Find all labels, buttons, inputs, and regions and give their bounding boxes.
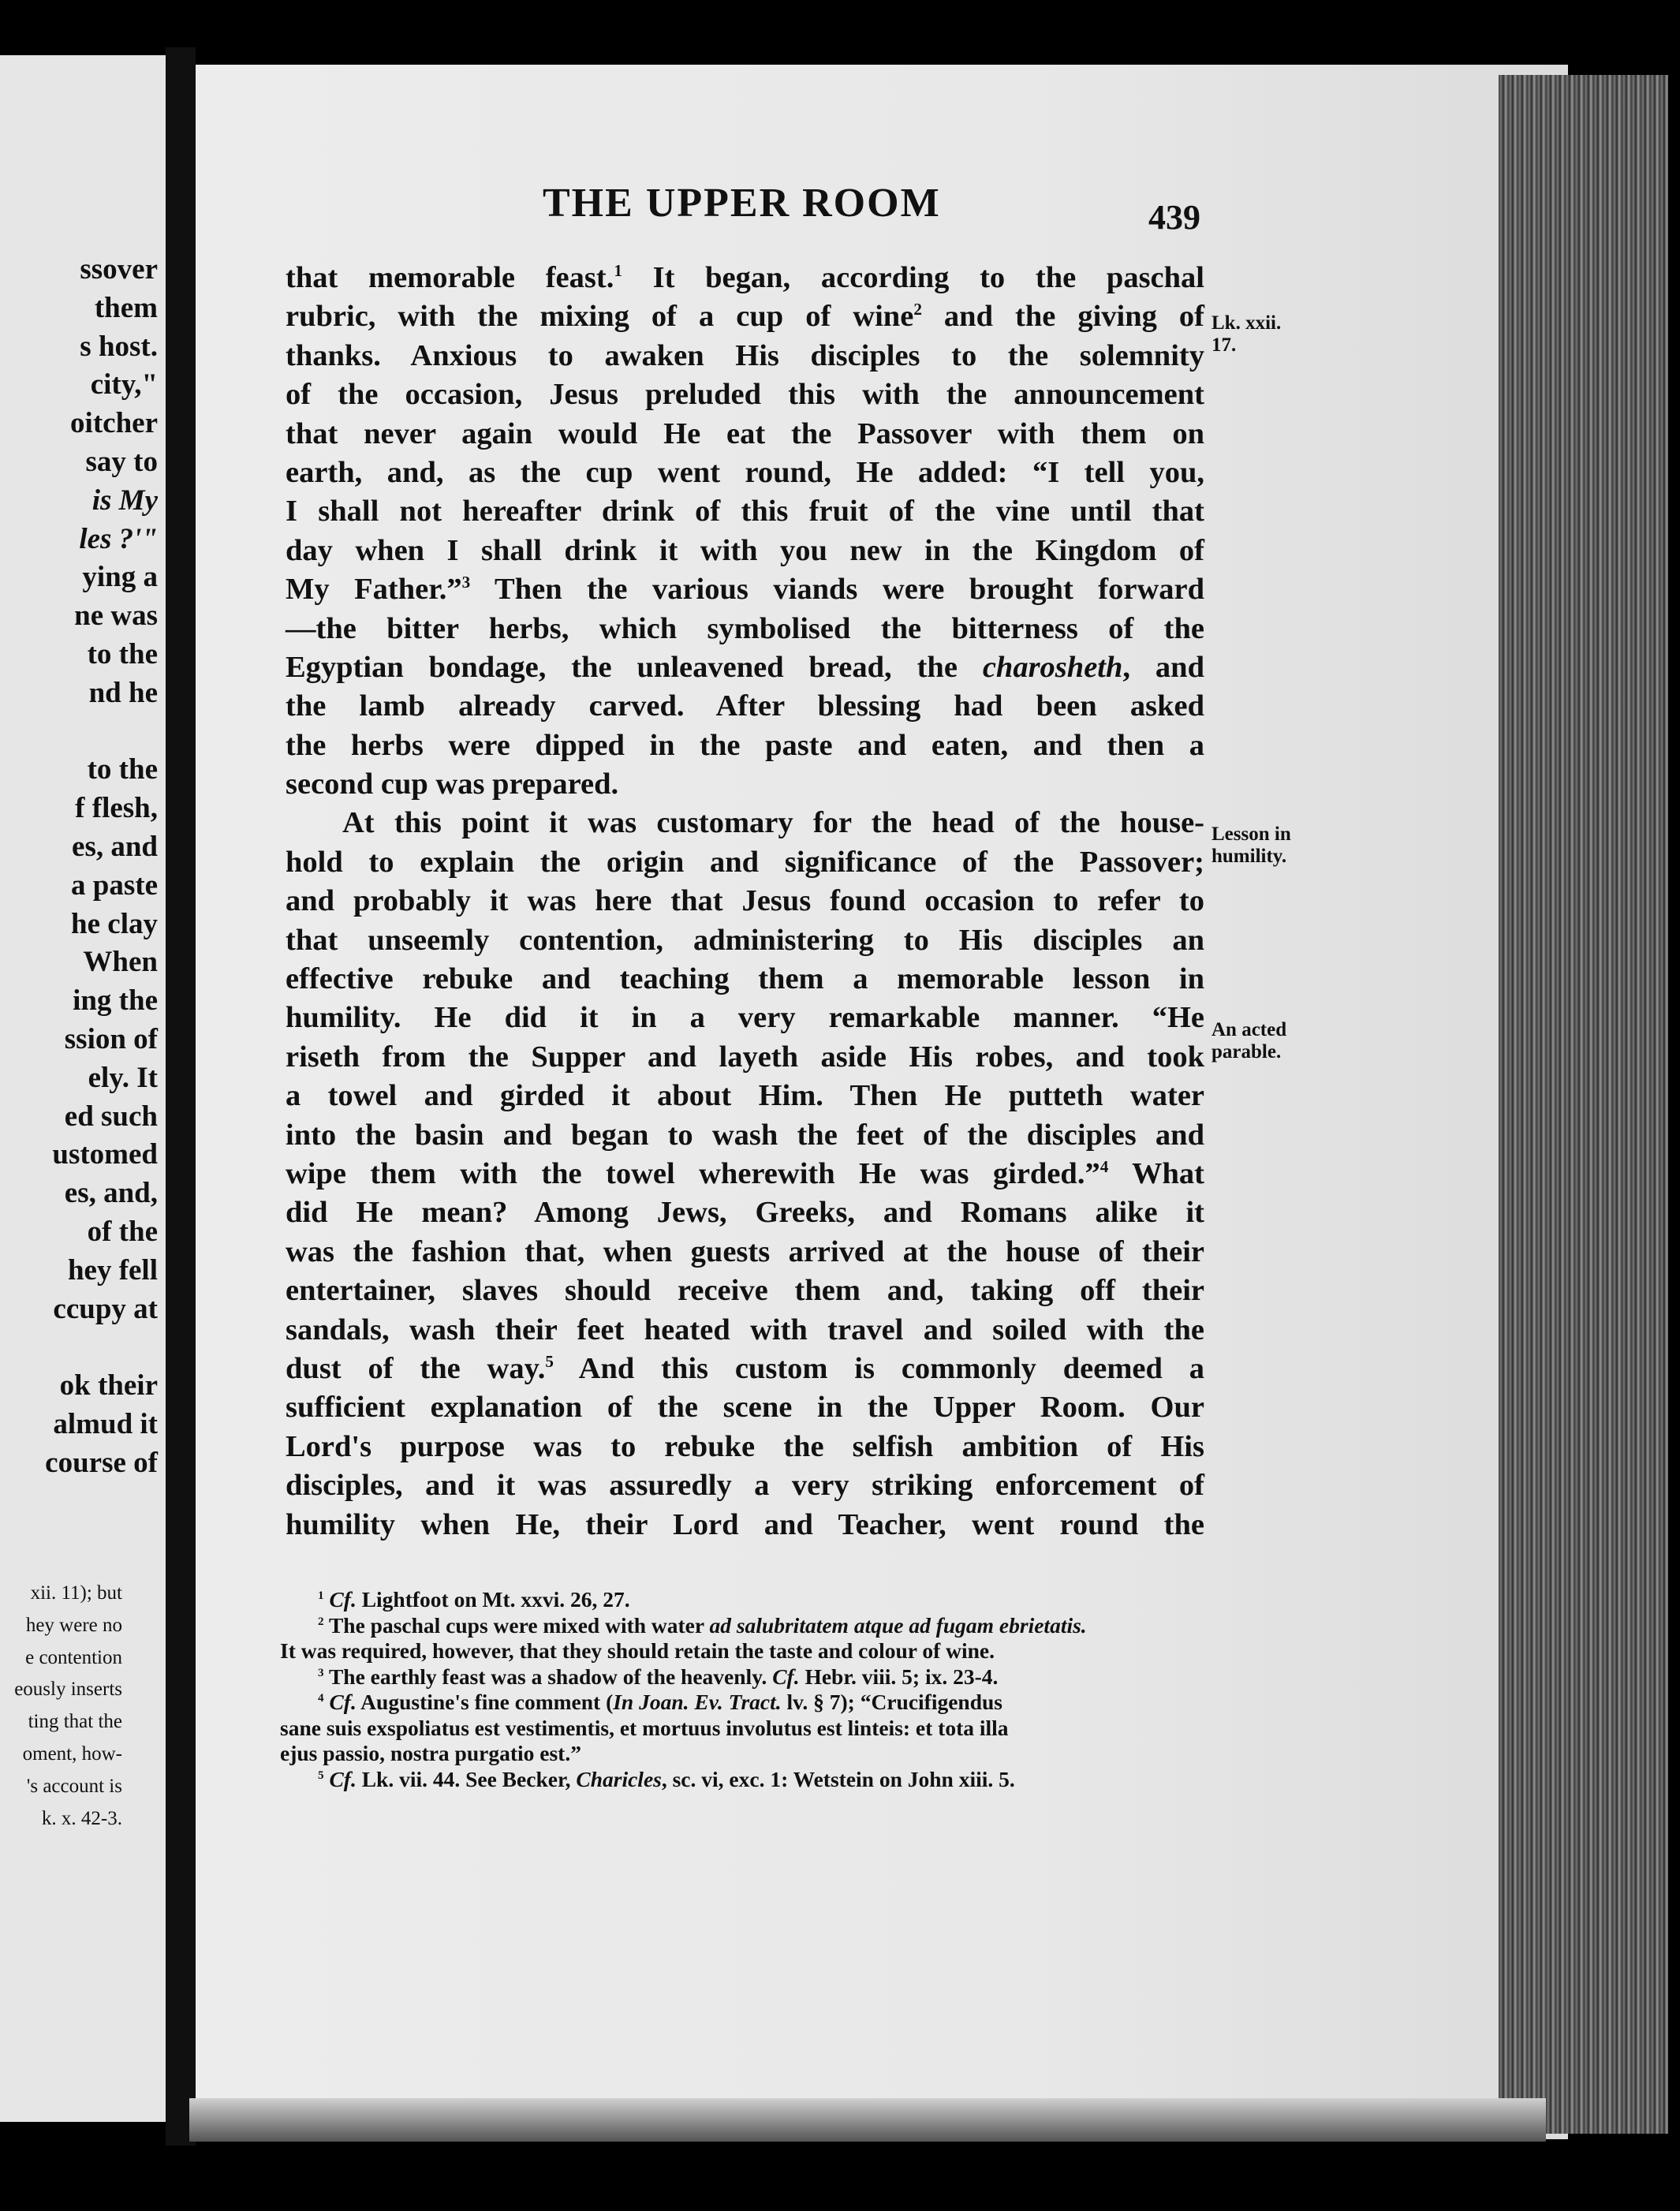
text-line: of the occasion, Jesus preluded this with the announcement — [286, 378, 1204, 412]
text-line: At this point it was customary for the head of the house- — [342, 806, 1204, 840]
footnote-5: $^5$ Cf. Lk. vii. 44. See Becker, Charicles, sc. vi, exc. 1: Wetstein on John xiii. 5. — [318, 1766, 1015, 1791]
text-line: rubric, with the mixing of a cup of wine$^2$ and the giving of — [286, 300, 1204, 334]
text-line: sufficient explanation of the scene in the Upper Room. Our — [286, 1391, 1204, 1425]
left-line: ssion of — [64, 1022, 158, 1055]
left-line: them — [94, 291, 158, 324]
text-line: humility when He, their Lord and Teacher, went round the — [286, 1507, 1204, 1541]
text-line: disciples, and it was assuredly a very striking enforcement of — [286, 1469, 1204, 1503]
text-line: entertainer, slaves should receive them and, taking off their — [286, 1274, 1204, 1308]
left-note-line: 's account is — [26, 1775, 122, 1797]
footnote-2-continued: It was required, however, that they should retain the taste and colour of wine. — [280, 1638, 995, 1663]
left-line: ok their — [59, 1369, 158, 1402]
footnote-ref[interactable]: 2 — [913, 300, 922, 319]
left-line: to the — [87, 753, 158, 786]
left-line: oitcher — [70, 407, 158, 440]
footnote-4: $^4$ Cf. Augustine's fine comment (In Joan. Ev. Tract. lv. § 7); “Crucifigendus — [318, 1690, 1002, 1714]
book-gutter — [166, 47, 196, 2146]
text-line: did He mean? Among Jews, Greeks, and Romans alike it — [286, 1196, 1204, 1230]
left-line: course of — [45, 1446, 158, 1479]
page-bottom-shadow — [189, 2098, 1546, 2142]
text-line: —the bitter herbs, which symbolised the bitterness of the — [286, 611, 1204, 645]
text-line: dust of the way.$^5$ And this custom is commonly deemed a — [286, 1351, 1204, 1385]
left-line: ing the — [73, 984, 158, 1018]
page-number: 439 — [1148, 198, 1200, 237]
left-line: he clay — [71, 907, 158, 940]
text-line: was the fashion that, when guests arrived at the house of their — [286, 1234, 1204, 1268]
left-line: hey fell — [67, 1253, 158, 1287]
text-line: hold to explain the origin and significance of the Passover; — [286, 845, 1204, 879]
left-line: ssover — [80, 253, 158, 286]
page-edges — [1499, 75, 1668, 2134]
text-line: sandals, wash their feet heated with travel and soiled with the — [286, 1313, 1204, 1346]
left-line: f flesh, — [75, 792, 158, 825]
left-line: ustomed — [52, 1138, 158, 1171]
text-line: My Father.”$^3$ Then the various viands were brought forward — [286, 573, 1204, 607]
left-line: es, and, — [64, 1177, 158, 1210]
left-line: es, and — [72, 830, 158, 863]
text-line: Egyptian bondage, the unleavened bread, the charosheth, and — [286, 650, 1204, 684]
text-line: the lamb already carved. After blessing had been asked — [286, 689, 1204, 723]
left-line: les ?'" — [79, 522, 158, 555]
footnote-1: $^1$ Cf. Lightfoot on Mt. xxvi. 26, 27. — [318, 1587, 630, 1612]
footnote-ref[interactable]: 5 — [545, 1352, 554, 1372]
left-line: ed such — [64, 1100, 158, 1133]
text-line: a towel and girded it about Him. Then He putteth water — [286, 1079, 1204, 1113]
text-line: thanks. Anxious to awaken His disciples to the solemnity — [286, 338, 1204, 372]
text-line: that memorable feast.$^1$ It began, according to the paschal — [286, 261, 1205, 294]
text-line: second cup was prepared. — [286, 768, 619, 801]
left-line: ely. It — [88, 1061, 158, 1094]
previous-page-footnotes — [0, 1578, 122, 1835]
footnote-4-continued: ejus passio, nostra purgatio est.” — [280, 1741, 581, 1765]
left-note-line: e contention — [25, 1646, 122, 1668]
text-line: day when I shall drink it with you new in the Kingdom of — [286, 533, 1204, 567]
left-note-line: ting that the — [28, 1711, 122, 1733]
left-line: s host. — [80, 330, 158, 363]
text-line: that unseemly contention, administering to His disciples an — [286, 923, 1204, 957]
left-line — [0, 1328, 158, 1367]
left-note-line: hey were no — [25, 1614, 122, 1636]
footnote-4-continued: sane suis exspoliatus est vestimentis, et mortuus involutus est linteis: et tota illa — [280, 1715, 1009, 1740]
previous-page-text — [0, 251, 158, 1483]
left-line: city," — [90, 368, 158, 401]
left-line: nd he — [88, 676, 158, 709]
left-line: ccupy at — [53, 1292, 158, 1325]
left-line: a paste — [71, 868, 158, 902]
text-line: the herbs were dipped in the paste and eaten, and then a — [286, 728, 1204, 762]
margin-note-lesson: Lesson in humility. — [1211, 824, 1291, 867]
footnote-3: $^3$ The earthly feast was a shadow of the heavenly. Cf. Hebr. viii. 5; ix. 23-4. — [318, 1664, 999, 1689]
left-note-line: eously inserts — [14, 1679, 122, 1701]
footnote-ref[interactable]: 4 — [1099, 1157, 1109, 1177]
left-line — [0, 713, 158, 752]
left-line: to the — [87, 637, 158, 670]
left-line: is My — [91, 484, 158, 517]
text-line: effective rebuke and teaching them a memorable lesson in — [286, 962, 1204, 996]
left-line: say to — [85, 445, 158, 478]
footnote-2: $^2$ The paschal cups were mixed with water ad salubritatem atque ad fugam ebrietatis. — [318, 1612, 1087, 1638]
margin-note-lk: Lk. xxii. 17. — [1211, 312, 1282, 356]
text-line: that never again would He eat the Passover with them on — [286, 416, 1204, 450]
text-line: Lord's purpose was to rebuke the selfish ambition of His — [286, 1429, 1204, 1463]
body-text — [286, 259, 1204, 1544]
margin-note-acted-parable: An acted parable. — [1211, 1019, 1287, 1063]
left-note-line: oment, how- — [22, 1742, 122, 1765]
footnotes — [280, 1587, 1203, 1792]
text-line: I shall not hereafter drink of this fruit of the vine until that — [286, 495, 1204, 528]
text-line: into the basin and began to wash the feet of the disciples and — [286, 1118, 1204, 1152]
footnote-ref[interactable]: 1 — [614, 261, 622, 281]
left-line: ne was — [74, 599, 158, 633]
text-line: wipe them with the towel wherewith He was girded.”$^4$ What — [286, 1156, 1205, 1190]
running-title: THE UPPER ROOM — [543, 181, 941, 226]
text-line: humility. He did it in a very remarkable manner. “He — [286, 1001, 1204, 1035]
left-note-line: xii. 11); but — [30, 1582, 122, 1604]
left-line: ying a — [82, 561, 158, 594]
footnote-ref[interactable]: 3 — [461, 573, 471, 592]
text-line: riseth from the Supper and layeth aside His robes, and took — [286, 1040, 1204, 1074]
text-line: and probably it was here that Jesus found occasion to refer to — [286, 884, 1204, 918]
text-line: earth, and, as the cup went round, He added: “I tell you, — [286, 455, 1204, 489]
left-line: When — [83, 946, 158, 979]
left-line: of the — [87, 1215, 158, 1248]
left-note-line: k. x. 42-3. — [41, 1807, 122, 1829]
left-line: almud it — [53, 1407, 158, 1440]
